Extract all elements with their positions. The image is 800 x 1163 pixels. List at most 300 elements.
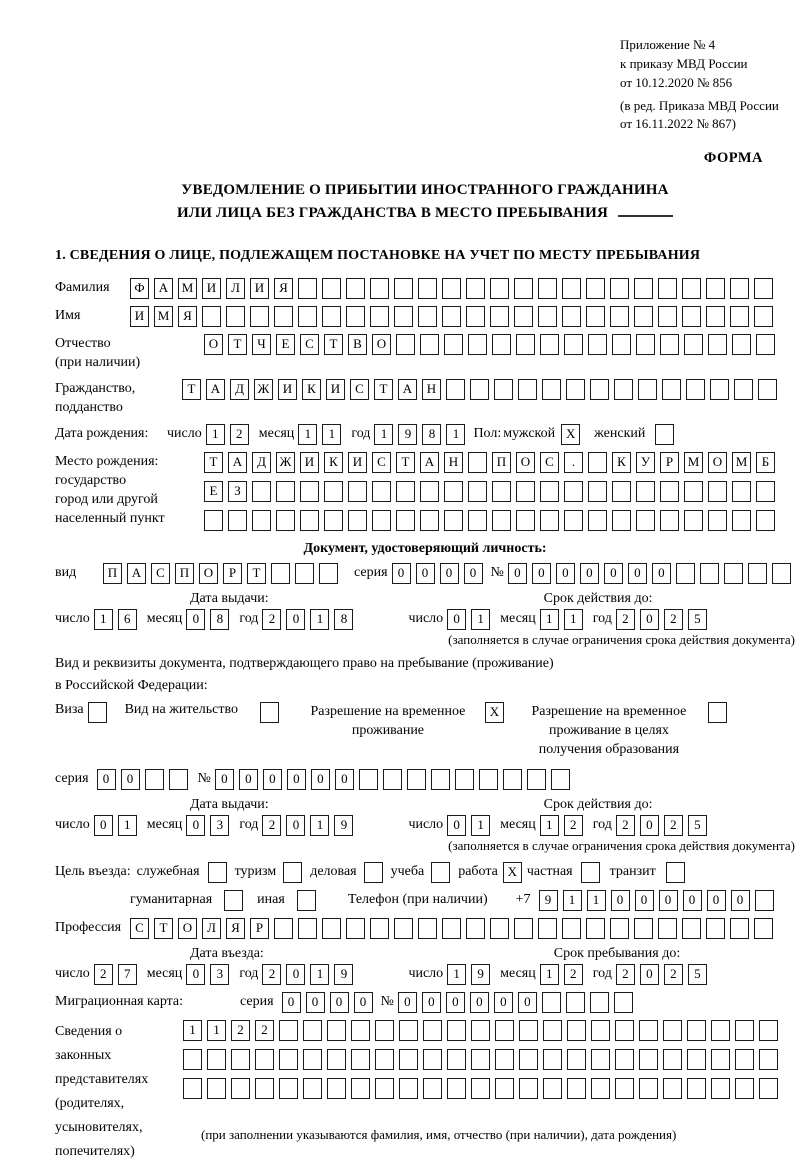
char-box[interactable]	[297, 890, 316, 911]
char-box[interactable]	[490, 306, 509, 327]
char-box[interactable]: 2	[564, 815, 583, 836]
char-box[interactable]: 1	[310, 815, 329, 836]
char-box[interactable]	[538, 278, 557, 299]
char-box[interactable]	[423, 1049, 442, 1070]
char-box[interactable]: 9	[539, 890, 558, 911]
char-box[interactable]	[274, 306, 293, 327]
char-box[interactable]: Р	[660, 452, 679, 473]
char-box[interactable]	[660, 510, 679, 531]
char-box[interactable]: С	[540, 452, 559, 473]
char-box[interactable]	[590, 379, 609, 400]
char-box[interactable]	[490, 278, 509, 299]
char-box[interactable]: 1	[471, 815, 490, 836]
char-box[interactable]	[634, 278, 653, 299]
char-box[interactable]: 9	[334, 964, 353, 985]
char-box[interactable]	[252, 481, 271, 502]
char-box[interactable]	[494, 379, 513, 400]
char-box[interactable]: С	[350, 379, 369, 400]
char-box[interactable]	[658, 306, 677, 327]
char-box[interactable]: З	[228, 481, 247, 502]
char-box[interactable]: 3	[210, 964, 229, 985]
char-box[interactable]	[586, 918, 605, 939]
char-box[interactable]: К	[302, 379, 321, 400]
char-box[interactable]	[471, 1078, 490, 1099]
char-box[interactable]	[370, 278, 389, 299]
char-box[interactable]	[372, 510, 391, 531]
char-box[interactable]	[231, 1078, 250, 1099]
char-box[interactable]	[514, 278, 533, 299]
char-box[interactable]	[735, 1049, 754, 1070]
char-box[interactable]	[682, 278, 701, 299]
char-box[interactable]: Р	[250, 918, 269, 939]
char-box[interactable]: А	[228, 452, 247, 473]
char-box[interactable]: У	[636, 452, 655, 473]
char-box[interactable]	[754, 918, 773, 939]
char-box[interactable]	[346, 306, 365, 327]
char-box[interactable]	[732, 510, 751, 531]
char-box[interactable]	[614, 379, 633, 400]
char-box[interactable]	[538, 306, 557, 327]
char-box[interactable]: А	[420, 452, 439, 473]
char-box[interactable]	[503, 769, 522, 790]
char-box[interactable]: 9	[398, 424, 417, 445]
char-box[interactable]	[492, 334, 511, 355]
char-box[interactable]: 1	[563, 890, 582, 911]
char-box[interactable]	[372, 481, 391, 502]
char-box[interactable]	[399, 1020, 418, 1041]
char-box[interactable]	[543, 1020, 562, 1041]
char-box[interactable]: 0	[121, 769, 140, 790]
char-box[interactable]	[327, 1049, 346, 1070]
char-box[interactable]: Т	[374, 379, 393, 400]
char-box[interactable]: 1	[183, 1020, 202, 1041]
char-box[interactable]: Т	[396, 452, 415, 473]
char-box[interactable]	[204, 510, 223, 531]
char-box[interactable]: 2	[616, 964, 635, 985]
char-box[interactable]	[447, 1049, 466, 1070]
char-box[interactable]	[468, 481, 487, 502]
char-box[interactable]	[420, 481, 439, 502]
char-box[interactable]	[346, 918, 365, 939]
char-box[interactable]	[639, 1020, 658, 1041]
char-box[interactable]	[423, 1078, 442, 1099]
char-box[interactable]: 1	[94, 609, 113, 630]
char-box[interactable]	[490, 918, 509, 939]
char-box[interactable]	[207, 1049, 226, 1070]
char-box[interactable]	[639, 1078, 658, 1099]
char-box[interactable]	[756, 334, 775, 355]
char-box[interactable]	[431, 769, 450, 790]
char-box[interactable]	[772, 563, 791, 584]
char-box[interactable]: А	[398, 379, 417, 400]
char-box[interactable]: 8	[422, 424, 441, 445]
char-box[interactable]: 0	[640, 609, 659, 630]
char-box[interactable]	[231, 1049, 250, 1070]
char-box[interactable]	[322, 278, 341, 299]
char-box[interactable]: 0	[556, 563, 575, 584]
char-box[interactable]: 5	[688, 609, 707, 630]
char-box[interactable]	[420, 334, 439, 355]
char-box[interactable]	[183, 1049, 202, 1070]
char-box[interactable]	[748, 563, 767, 584]
char-box[interactable]: 0	[494, 992, 513, 1013]
char-box[interactable]	[700, 563, 719, 584]
char-box[interactable]	[711, 1020, 730, 1041]
char-box[interactable]	[279, 1049, 298, 1070]
char-box[interactable]: 0	[416, 563, 435, 584]
char-box[interactable]: Ф	[130, 278, 149, 299]
char-box[interactable]: 2	[230, 424, 249, 445]
char-box[interactable]	[612, 510, 631, 531]
char-box[interactable]	[466, 918, 485, 939]
char-box[interactable]	[324, 481, 343, 502]
char-box[interactable]: 0	[640, 815, 659, 836]
char-box[interactable]: 7	[118, 964, 137, 985]
char-box[interactable]: 0	[306, 992, 325, 1013]
char-box[interactable]	[567, 1020, 586, 1041]
char-box[interactable]	[527, 769, 546, 790]
char-box[interactable]	[591, 1020, 610, 1041]
char-box[interactable]	[423, 1020, 442, 1041]
char-box[interactable]	[710, 379, 729, 400]
char-box[interactable]: 0	[628, 563, 647, 584]
char-box[interactable]	[562, 918, 581, 939]
char-box[interactable]	[514, 306, 533, 327]
char-box[interactable]	[581, 862, 600, 883]
char-box[interactable]: К	[612, 452, 631, 473]
char-box[interactable]	[447, 1078, 466, 1099]
char-box[interactable]	[663, 1049, 682, 1070]
char-box[interactable]: Т	[247, 563, 266, 584]
char-box[interactable]: П	[492, 452, 511, 473]
char-box[interactable]	[730, 306, 749, 327]
char-box[interactable]	[226, 306, 245, 327]
char-box[interactable]: 0	[215, 769, 234, 790]
char-box[interactable]	[351, 1020, 370, 1041]
char-box[interactable]: 2	[94, 964, 113, 985]
char-box[interactable]	[566, 992, 585, 1013]
char-box[interactable]	[732, 481, 751, 502]
char-box[interactable]: И	[278, 379, 297, 400]
char-box[interactable]: Т	[154, 918, 173, 939]
char-box[interactable]	[471, 1020, 490, 1041]
char-box[interactable]	[455, 769, 474, 790]
char-box[interactable]	[538, 918, 557, 939]
char-box[interactable]: X	[561, 424, 580, 445]
char-box[interactable]	[255, 1049, 274, 1070]
char-box[interactable]: С	[372, 452, 391, 473]
char-box[interactable]	[684, 510, 703, 531]
char-box[interactable]: О	[708, 452, 727, 473]
char-box[interactable]	[324, 510, 343, 531]
char-box[interactable]: Ж	[276, 452, 295, 473]
char-box[interactable]: 2	[616, 609, 635, 630]
char-box[interactable]: 0	[287, 769, 306, 790]
char-box[interactable]: 1	[540, 815, 559, 836]
char-box[interactable]	[663, 1078, 682, 1099]
char-box[interactable]	[730, 278, 749, 299]
char-box[interactable]	[276, 481, 295, 502]
char-box[interactable]: 2	[664, 815, 683, 836]
char-box[interactable]: 6	[118, 609, 137, 630]
char-box[interactable]: 2	[255, 1020, 274, 1041]
char-box[interactable]: 0	[659, 890, 678, 911]
char-box[interactable]: 0	[635, 890, 654, 911]
char-box[interactable]	[566, 379, 585, 400]
char-box[interactable]: 0	[532, 563, 551, 584]
char-box[interactable]: Т	[204, 452, 223, 473]
char-box[interactable]: 0	[447, 609, 466, 630]
char-box[interactable]	[614, 992, 633, 1013]
char-box[interactable]	[610, 278, 629, 299]
char-box[interactable]	[706, 918, 725, 939]
char-box[interactable]	[564, 481, 583, 502]
char-box[interactable]	[418, 278, 437, 299]
char-box[interactable]	[418, 918, 437, 939]
char-box[interactable]: Т	[324, 334, 343, 355]
char-box[interactable]	[300, 481, 319, 502]
char-box[interactable]	[394, 918, 413, 939]
char-box[interactable]	[252, 510, 271, 531]
char-box[interactable]	[687, 1020, 706, 1041]
char-box[interactable]	[442, 306, 461, 327]
char-box[interactable]: 2	[262, 964, 281, 985]
char-box[interactable]	[663, 1020, 682, 1041]
char-box[interactable]: 0	[518, 992, 537, 1013]
char-box[interactable]	[759, 1049, 778, 1070]
char-box[interactable]	[471, 1049, 490, 1070]
char-box[interactable]	[396, 510, 415, 531]
char-box[interactable]	[88, 702, 107, 723]
char-box[interactable]	[375, 1078, 394, 1099]
char-box[interactable]: Я	[178, 306, 197, 327]
char-box[interactable]	[542, 379, 561, 400]
char-box[interactable]	[586, 306, 605, 327]
char-box[interactable]	[687, 1078, 706, 1099]
char-box[interactable]	[348, 481, 367, 502]
char-box[interactable]	[431, 862, 450, 883]
char-box[interactable]: Е	[276, 334, 295, 355]
char-box[interactable]	[519, 1020, 538, 1041]
char-box[interactable]	[169, 769, 188, 790]
char-box[interactable]	[735, 1078, 754, 1099]
char-box[interactable]	[516, 510, 535, 531]
char-box[interactable]	[442, 918, 461, 939]
char-box[interactable]	[303, 1078, 322, 1099]
char-box[interactable]	[319, 563, 338, 584]
char-box[interactable]	[636, 510, 655, 531]
char-box[interactable]: 0	[311, 769, 330, 790]
char-box[interactable]: 1	[322, 424, 341, 445]
char-box[interactable]	[322, 918, 341, 939]
char-box[interactable]: 0	[94, 815, 113, 836]
char-box[interactable]: Т	[182, 379, 201, 400]
char-box[interactable]	[615, 1020, 634, 1041]
char-box[interactable]	[446, 379, 465, 400]
char-box[interactable]: 0	[580, 563, 599, 584]
char-box[interactable]	[516, 334, 535, 355]
char-box[interactable]: 0	[604, 563, 623, 584]
char-box[interactable]: 0	[186, 964, 205, 985]
char-box[interactable]	[260, 702, 279, 723]
char-box[interactable]: 0	[392, 563, 411, 584]
char-box[interactable]: С	[130, 918, 149, 939]
char-box[interactable]	[274, 918, 293, 939]
char-box[interactable]: Д	[252, 452, 271, 473]
char-box[interactable]	[207, 1078, 226, 1099]
char-box[interactable]: Я	[226, 918, 245, 939]
char-box[interactable]	[666, 862, 685, 883]
char-box[interactable]: 2	[664, 609, 683, 630]
char-box[interactable]	[364, 862, 383, 883]
char-box[interactable]: 1	[207, 1020, 226, 1041]
char-box[interactable]: 1	[540, 609, 559, 630]
char-box[interactable]	[542, 992, 561, 1013]
char-box[interactable]: Н	[444, 452, 463, 473]
char-box[interactable]: А	[154, 278, 173, 299]
char-box[interactable]	[279, 1020, 298, 1041]
char-box[interactable]	[346, 278, 365, 299]
char-box[interactable]	[590, 992, 609, 1013]
char-box[interactable]	[283, 862, 302, 883]
char-box[interactable]	[708, 334, 727, 355]
char-box[interactable]: А	[206, 379, 225, 400]
char-box[interactable]	[634, 918, 653, 939]
char-box[interactable]	[279, 1078, 298, 1099]
char-box[interactable]	[327, 1078, 346, 1099]
char-box[interactable]: 1	[471, 609, 490, 630]
char-box[interactable]: 0	[731, 890, 750, 911]
char-box[interactable]	[682, 918, 701, 939]
char-box[interactable]: И	[348, 452, 367, 473]
char-box[interactable]	[612, 334, 631, 355]
char-box[interactable]: 0	[186, 815, 205, 836]
char-box[interactable]	[588, 334, 607, 355]
char-box[interactable]	[676, 563, 695, 584]
char-box[interactable]	[567, 1049, 586, 1070]
char-box[interactable]	[271, 563, 290, 584]
char-box[interactable]: 1	[118, 815, 137, 836]
char-box[interactable]: Ж	[254, 379, 273, 400]
char-box[interactable]	[636, 334, 655, 355]
char-box[interactable]	[711, 1049, 730, 1070]
char-box[interactable]: М	[178, 278, 197, 299]
char-box[interactable]	[564, 510, 583, 531]
char-box[interactable]	[759, 1020, 778, 1041]
char-box[interactable]	[754, 306, 773, 327]
char-box[interactable]	[495, 1049, 514, 1070]
char-box[interactable]	[543, 1049, 562, 1070]
char-box[interactable]	[442, 278, 461, 299]
char-box[interactable]: 5	[688, 815, 707, 836]
char-box[interactable]	[540, 481, 559, 502]
char-box[interactable]: И	[130, 306, 149, 327]
char-box[interactable]: 0	[286, 609, 305, 630]
char-box[interactable]	[610, 918, 629, 939]
char-box[interactable]: К	[324, 452, 343, 473]
char-box[interactable]: 0	[470, 992, 489, 1013]
char-box[interactable]: 0	[354, 992, 373, 1013]
char-box[interactable]: 0	[652, 563, 671, 584]
char-box[interactable]	[735, 1020, 754, 1041]
char-box[interactable]: Б	[756, 452, 775, 473]
char-box[interactable]	[444, 334, 463, 355]
char-box[interactable]	[466, 278, 485, 299]
char-box[interactable]: 2	[564, 964, 583, 985]
char-box[interactable]	[399, 1049, 418, 1070]
char-box[interactable]	[375, 1020, 394, 1041]
char-box[interactable]	[708, 510, 727, 531]
char-box[interactable]: 9	[471, 964, 490, 985]
char-box[interactable]	[636, 481, 655, 502]
char-box[interactable]: С	[151, 563, 170, 584]
char-box[interactable]	[492, 481, 511, 502]
char-box[interactable]: П	[175, 563, 194, 584]
char-box[interactable]: 2	[262, 815, 281, 836]
char-box[interactable]: 0	[640, 964, 659, 985]
char-box[interactable]	[250, 306, 269, 327]
char-box[interactable]: П	[103, 563, 122, 584]
char-box[interactable]	[479, 769, 498, 790]
char-box[interactable]	[759, 1078, 778, 1099]
char-box[interactable]	[730, 918, 749, 939]
char-box[interactable]	[447, 1020, 466, 1041]
char-box[interactable]	[706, 306, 725, 327]
char-box[interactable]	[567, 1078, 586, 1099]
char-box[interactable]	[562, 306, 581, 327]
char-box[interactable]	[684, 334, 703, 355]
char-box[interactable]: 0	[447, 815, 466, 836]
char-box[interactable]: Л	[226, 278, 245, 299]
char-box[interactable]: 0	[330, 992, 349, 1013]
char-box[interactable]: С	[300, 334, 319, 355]
char-box[interactable]	[375, 1049, 394, 1070]
char-box[interactable]	[468, 510, 487, 531]
char-box[interactable]	[519, 1049, 538, 1070]
char-box[interactable]	[639, 1049, 658, 1070]
char-box[interactable]: Ч	[252, 334, 271, 355]
char-box[interactable]: 0	[398, 992, 417, 1013]
char-box[interactable]	[396, 481, 415, 502]
char-box[interactable]: Н	[422, 379, 441, 400]
char-box[interactable]	[298, 278, 317, 299]
char-box[interactable]: М	[154, 306, 173, 327]
char-box[interactable]	[610, 306, 629, 327]
char-box[interactable]: 0	[282, 992, 301, 1013]
char-box[interactable]	[399, 1078, 418, 1099]
char-box[interactable]	[208, 862, 227, 883]
char-box[interactable]: 9	[334, 815, 353, 836]
char-box[interactable]: 0	[422, 992, 441, 1013]
char-box[interactable]	[298, 306, 317, 327]
char-box[interactable]: 3	[210, 815, 229, 836]
char-box[interactable]: О	[178, 918, 197, 939]
char-box[interactable]: 2	[231, 1020, 250, 1041]
char-box[interactable]: 0	[611, 890, 630, 911]
char-box[interactable]	[322, 306, 341, 327]
char-box[interactable]: 0	[97, 769, 116, 790]
char-box[interactable]	[370, 306, 389, 327]
char-box[interactable]	[359, 769, 378, 790]
char-box[interactable]: 5	[688, 964, 707, 985]
char-box[interactable]	[351, 1049, 370, 1070]
char-box[interactable]	[516, 481, 535, 502]
char-box[interactable]: Д	[230, 379, 249, 400]
char-box[interactable]: Я	[274, 278, 293, 299]
char-box[interactable]	[562, 278, 581, 299]
char-box[interactable]: 1	[587, 890, 606, 911]
char-box[interactable]: 0	[440, 563, 459, 584]
